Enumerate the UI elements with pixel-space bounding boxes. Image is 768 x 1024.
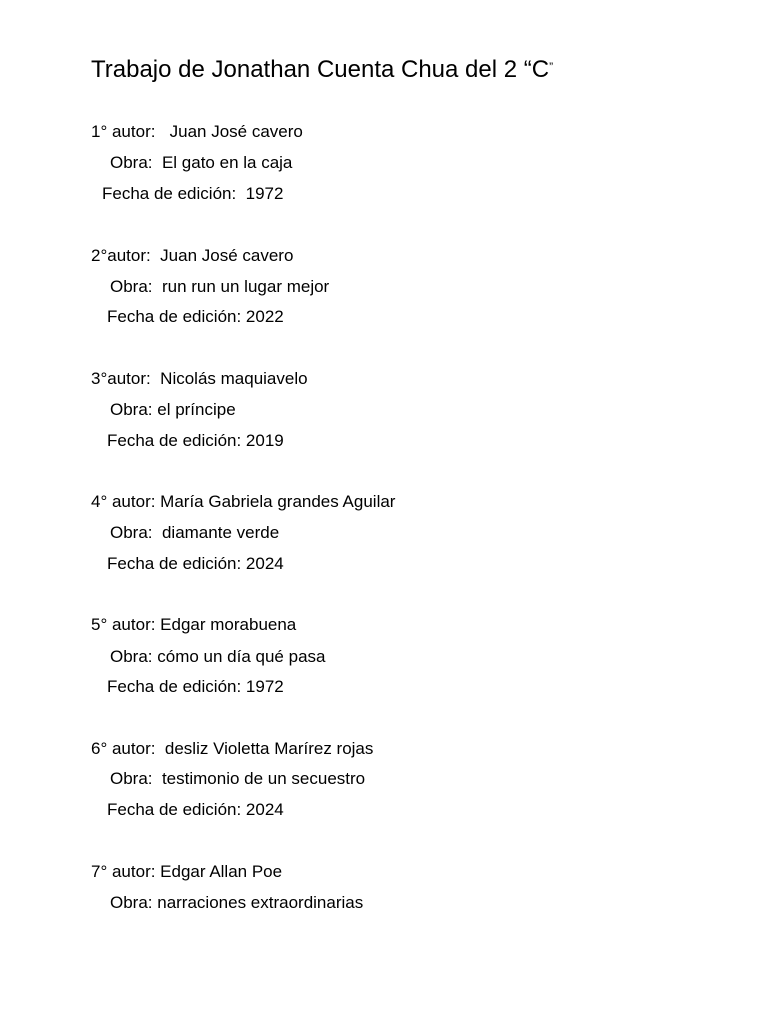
title-text: Trabajo de Jonathan Cuenta Chua del 2 “C <box>91 56 550 83</box>
entry-1-obra: Obra: El gato en la caja <box>110 153 293 172</box>
entry-3-fecha: Fecha de edición: 2019 <box>107 431 284 450</box>
entry-3-autor: 3°autor: Nicolás maquiavelo <box>91 369 308 388</box>
entry-4-obra: Obra: diamante verde <box>110 523 280 542</box>
entry-7-autor: 7° autor: Edgar Allan Poe <box>91 862 283 881</box>
entry-1-autor: 1° autor: Juan José cavero <box>91 122 303 141</box>
entry-3-obra: Obra: el príncipe <box>110 400 236 419</box>
entry-2-autor: 2°autor: Juan José cavero <box>91 246 294 265</box>
document-title <box>91 51 553 86</box>
entry-4-fecha: Fecha de edición: 2024 <box>107 554 284 573</box>
entry-2-fecha: Fecha de edición: 2022 <box>107 307 284 326</box>
entry-5-fecha: Fecha de edición: 1972 <box>107 677 284 696</box>
title-closing-quote: ” <box>549 60 554 74</box>
entry-7-obra: Obra: narraciones extraordinarias <box>110 893 364 912</box>
entry-2-obra: Obra: run run un lugar mejor <box>110 277 330 296</box>
entry-6-autor: 6° autor: desliz Violetta Marírez rojas <box>91 739 374 758</box>
entry-1-fecha: Fecha de edición: 1972 <box>102 184 284 203</box>
entry-5-obra: Obra: cómo un día qué pasa <box>110 647 326 666</box>
entry-6-obra: Obra: testimonio de un secuestro <box>110 769 366 788</box>
entry-5-autor: 5° autor: Edgar morabuena <box>91 615 297 634</box>
entry-4-autor: 4° autor: María Gabriela grandes Aguilar <box>91 492 396 511</box>
entry-6-fecha: Fecha de edición: 2024 <box>107 800 284 819</box>
